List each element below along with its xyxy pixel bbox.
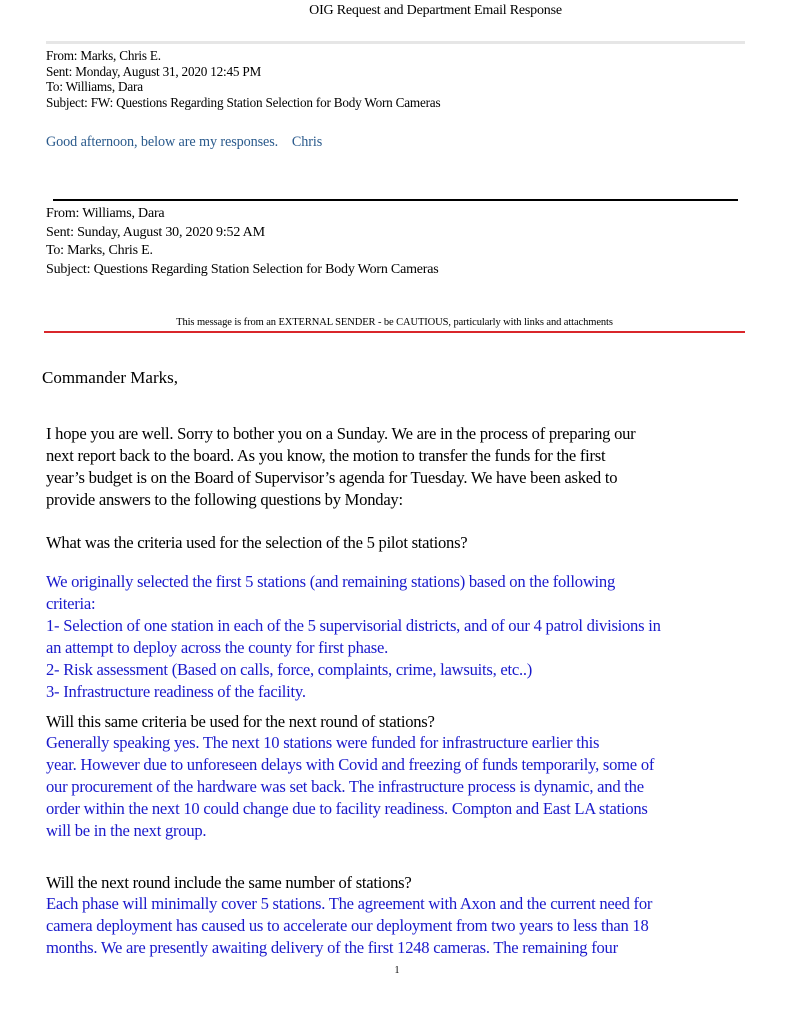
original-subject: Subject: Questions Regarding Station Selection for Body Worn Cameras <box>46 261 439 277</box>
answer-line: camera deployment has caused us to accelerate our deployment from two years to less than 18 <box>46 916 649 935</box>
intro-line: I hope you are well. Sorry to bother you on a Sunday. We are in the process of preparing our <box>46 424 636 443</box>
answer-line: will be in the next group. <box>46 821 207 840</box>
reply-to: To: Williams, Dara <box>46 79 143 94</box>
intro-line: provide answers to the following questions by Monday: <box>46 490 403 509</box>
intro-line: year’s budget is on the Board of Supervisor’s agenda for Tuesday. We have been asked to <box>46 468 618 487</box>
page-number: 1 <box>394 965 400 976</box>
question-1 <box>46 532 766 554</box>
original-from: From: Williams, Dara <box>46 206 165 221</box>
question-3 <box>46 872 766 894</box>
intro-line: next report back to the board. As you know, the motion to transfer the funds for the first <box>46 446 606 465</box>
answer-3 <box>46 893 766 959</box>
top-divider <box>46 41 745 44</box>
salutation: Commander Marks, <box>42 368 178 387</box>
original-sent: Sent: Sunday, August 30, 2020 9:52 AM <box>46 224 265 240</box>
answer-line: our procurement of the hardware was set back. The infrastructure process is dynamic, and the <box>46 777 644 796</box>
intro-paragraph <box>46 423 766 511</box>
email-separator <box>53 199 738 201</box>
answer-line: 1- Selection of one station in each of the 5 supervisorial districts, and of our 4 patrol divisions in <box>46 616 661 635</box>
answer-1 <box>46 571 766 703</box>
reply-subject: Subject: FW: Questions Regarding Station Selection for Body Worn Cameras <box>46 94 441 110</box>
document-title: OIG Request and Department Email Response <box>309 3 562 18</box>
answer-line: an attempt to deploy across the county for first phase. <box>46 638 388 657</box>
answer-2 <box>46 732 766 842</box>
external-warning-rule <box>44 331 745 333</box>
original-email-header <box>46 205 439 279</box>
answer-line: year. However due to unforeseen delays with Covid and freezing of funds temporarily, some of <box>46 755 655 774</box>
external-sender-warning: This message is from an EXTERNAL SENDER - be CAUTIOUS, particularly with links and attachments <box>176 317 613 328</box>
reply-sent: Sent: Monday, August 31, 2020 12:45 PM <box>46 63 262 79</box>
answer-line: Generally speaking yes. The next 10 stations were funded for infrastructure earlier this <box>46 733 600 752</box>
answer-line: criteria: <box>46 594 96 613</box>
answer-line: 3- Infrastructure readiness of the facility. <box>46 682 306 701</box>
reply-from: From: Marks, Chris E. <box>46 48 161 63</box>
original-to: To: Marks, Chris E. <box>46 243 153 258</box>
answer-line: Each phase will minimally cover 5 stations. The agreement with Axon and the current need for <box>46 894 653 913</box>
question-text: Will the next round include the same number of stations? <box>46 873 412 892</box>
answer-line: 2- Risk assessment (Based on calls, force, complaints, crime, lawsuits, etc..) <box>46 660 533 679</box>
reply-email-header <box>46 48 440 110</box>
reply-greeting: Good afternoon, below are my responses. Chris <box>46 134 323 150</box>
answer-line: order within the next 10 could change due to facility readiness. Compton and East LA stations <box>46 799 648 818</box>
question-text: Will this same criteria be used for the next round of stations? <box>46 712 435 731</box>
answer-line: months. We are presently awaiting delivery of the first 1248 cameras. The remaining four <box>46 938 618 957</box>
question-2 <box>46 711 766 733</box>
answer-line: We originally selected the first 5 stations (and remaining stations) based on the following <box>46 572 616 591</box>
question-text: What was the criteria used for the selection of the 5 pilot stations? <box>46 533 468 552</box>
